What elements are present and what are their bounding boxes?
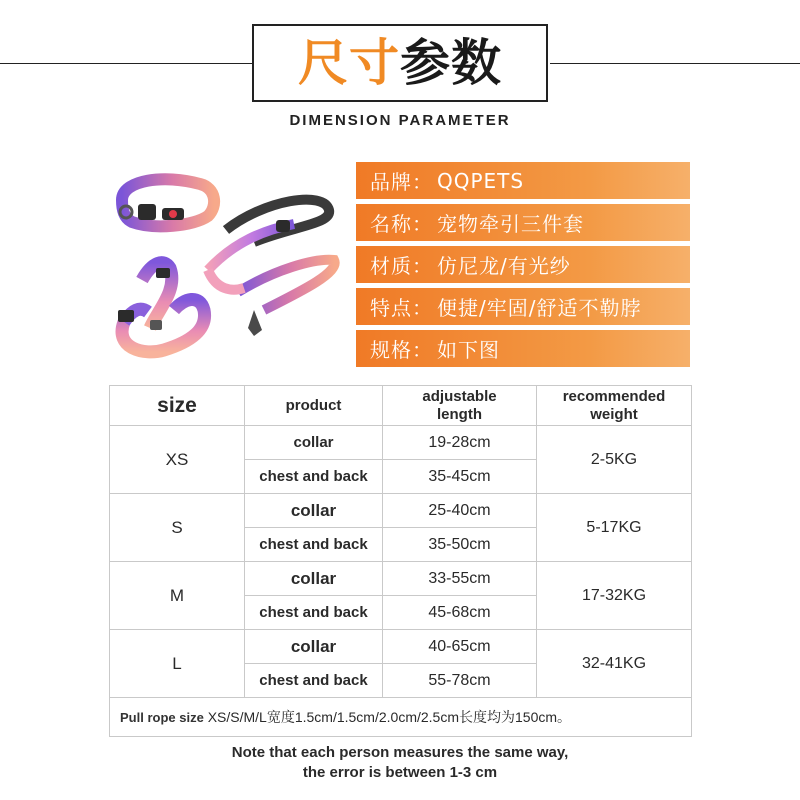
product-cell: collar — [245, 630, 383, 664]
spec-value: 宠物牵引三件套 — [437, 212, 584, 236]
length-cell: 33-55cm — [383, 562, 537, 596]
header-length-line2: length — [437, 405, 482, 423]
table-row — [110, 698, 692, 737]
product-cell: collar — [245, 494, 383, 528]
product-cell: chest and back — [245, 460, 383, 494]
length-cell: 55-78cm — [383, 664, 537, 698]
title-box — [252, 24, 548, 102]
spec-value: 仿尼龙/有光纱 — [437, 254, 571, 278]
title-black-text: 参数 — [400, 34, 502, 92]
length-cell: 35-50cm — [383, 528, 537, 562]
table-row — [110, 630, 692, 664]
product-cell: collar — [245, 562, 383, 596]
size-table — [109, 385, 692, 737]
header-weight — [537, 386, 692, 426]
header-rule-right — [550, 63, 800, 64]
spec-row-features — [356, 288, 690, 325]
product-cell: chest and back — [245, 664, 383, 698]
header-weight-line2: weight — [590, 405, 638, 423]
header-size: size — [110, 386, 245, 426]
spec-row-specification — [356, 330, 690, 367]
spec-label: 品牌： — [370, 170, 433, 194]
spec-row-material — [356, 246, 690, 283]
length-cell: 35-45cm — [383, 460, 537, 494]
table-header-row — [110, 386, 692, 426]
length-cell: 19-28cm — [383, 426, 537, 460]
size-cell: S — [110, 494, 245, 562]
pull-rope-text: XS/S/M/L宽度1.5cm/1.5cm/2.0cm/2.5cm长度均为150cm。 — [207, 709, 572, 725]
length-cell: 25-40cm — [383, 494, 537, 528]
measurement-note — [0, 743, 800, 783]
weight-cell: 32-41KG — [537, 630, 692, 698]
spec-row-brand — [356, 162, 690, 199]
page-subtitle: DIMENSION PARAMETER — [289, 112, 511, 129]
pull-rope-label: Pull rope size — [120, 710, 204, 725]
leash-illustration — [208, 200, 335, 336]
table-row — [110, 562, 692, 596]
product-cell: collar — [245, 426, 383, 460]
table-row — [110, 426, 692, 460]
weight-cell: 2-5KG — [537, 426, 692, 494]
title-orange-text: 尺寸 — [298, 34, 400, 92]
size-cell: L — [110, 630, 245, 698]
spec-row-name — [356, 204, 690, 241]
header-length — [383, 386, 537, 426]
header-product: product — [245, 386, 383, 426]
product-cell: chest and back — [245, 596, 383, 630]
spec-label: 特点： — [370, 296, 433, 320]
size-cell: XS — [110, 426, 245, 494]
product-cell: chest and back — [245, 528, 383, 562]
header-weight-line1: recommended — [562, 387, 666, 405]
spec-value: 便捷/牢固/舒适不勒脖 — [437, 296, 642, 320]
header-length-line1: adjustable — [422, 387, 497, 405]
note-line2: the error is between 1-3 cm — [302, 764, 498, 781]
spec-value: 如下图 — [437, 338, 500, 362]
harness-illustration — [118, 263, 205, 352]
weight-cell: 17-32KG — [537, 562, 692, 630]
header-rule-left — [0, 63, 252, 64]
pull-rope-cell — [110, 698, 692, 737]
size-cell: M — [110, 562, 245, 630]
spec-value: QQPETS — [437, 168, 525, 193]
table-row — [110, 494, 692, 528]
weight-cell: 5-17KG — [537, 494, 692, 562]
collar-illustration — [120, 179, 214, 226]
product-image — [104, 160, 344, 370]
length-cell: 45-68cm — [383, 596, 537, 630]
spec-label: 规格： — [370, 338, 433, 362]
spec-list — [356, 162, 690, 372]
spec-label: 材质： — [370, 254, 433, 278]
note-line1: Note that each person measures the same way, — [231, 744, 569, 761]
spec-label: 名称： — [370, 212, 433, 236]
length-cell: 40-65cm — [383, 630, 537, 664]
